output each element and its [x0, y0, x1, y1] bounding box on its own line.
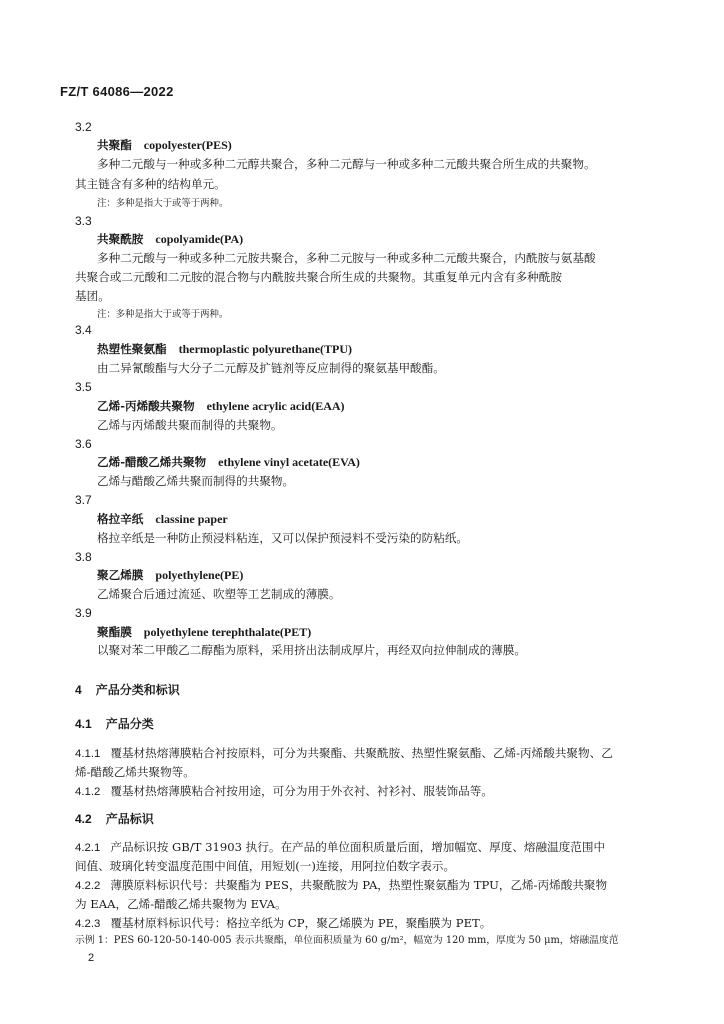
term-definition: 多种二元酸与一种或多种二元醇共聚合，多种二元醇与一种或多种二元酸共聚合所生成的共聚物。 — [97, 157, 596, 171]
clause-number: 4.2.1 — [75, 842, 101, 854]
term-chinese: 格拉辛纸 — [97, 512, 144, 526]
term-heading — [97, 231, 243, 247]
term-definition: 以聚对苯二甲酸乙二醇酯为原料，采用挤出法制成厚片，再经双向拉伸制成的薄膜。 — [97, 643, 526, 657]
section-title: 产品分类和标识 — [95, 683, 180, 697]
term-heading — [97, 624, 311, 640]
term-definition: 格拉辛纸是一种防止预浸料粘连，又可以保护预浸料不受污染的防粘纸。 — [97, 531, 469, 545]
term-heading — [97, 567, 243, 583]
term-number: 3.2 — [75, 120, 92, 134]
term-english: classine paper — [155, 512, 228, 526]
subsection-number: 4.1 — [75, 717, 92, 731]
clause-number: 4.1.1 — [75, 748, 101, 760]
section-heading — [75, 682, 180, 698]
clause-text: 4.2.3 覆基材原料标识代号：格拉辛纸为 CP，聚乙烯膜为 PE，聚酯膜为 PET。 — [75, 916, 492, 930]
term-definition: 由二异氰酸酯与大分子二元醇及扩链剂等反应制得的聚氨基甲酸酯。 — [97, 361, 445, 375]
clause-number: 4.2.2 — [75, 880, 101, 892]
clause-text: 4.2.1 产品标识按 GB/T 31903 执行。在产品的单位面积质量后面，增加幅宽、厚度、熔融温度范围中 — [75, 840, 606, 854]
term-heading — [97, 454, 360, 470]
term-heading — [97, 398, 345, 414]
term-definition: 乙烯聚合后通过流延、吹塑等工艺制成的薄膜。 — [97, 587, 341, 601]
term-note: 注：多种是指大于或等于两种。 — [97, 309, 229, 320]
clause-text: 4.1.2 覆基材热熔薄膜粘合衬按用途，可分为用于外衣衬、衬衫衬、服装饰品等。 — [75, 784, 493, 798]
subsection-heading — [75, 716, 154, 732]
clause-text: 4.2.2 薄膜原料标识代号：共聚酯为 PES，共聚酰胺为 PA，热塑性聚氨酯为 TPU，乙烯-丙烯酸共聚物 — [75, 878, 608, 892]
subsection-title: 产品分类 — [105, 717, 154, 731]
term-chinese: 共聚酰胺 — [97, 232, 144, 246]
term-number: 3.9 — [75, 606, 92, 620]
term-heading — [97, 341, 352, 357]
term-heading — [97, 511, 228, 527]
term-english: polyethylene terephthalate(PET) — [143, 625, 312, 639]
term-english: copolyamide(PA) — [155, 232, 244, 246]
clause-text: 4.1.1 覆基材热熔薄膜粘合衬按原料，可分为共聚酯、共聚酰胺、热塑性聚氨酯、乙烯-丙烯酸共聚物、乙 — [75, 746, 613, 760]
term-definition: 共聚合或二元酸和二元胺的混合物与内酰胺共聚合所生成的共聚物。其重复单元内含有多种酰胺 — [75, 270, 562, 284]
subsection-heading — [75, 811, 154, 827]
term-definition: 乙烯与醋酸乙烯共聚而制得的共聚物。 — [97, 474, 295, 488]
clause-number: 4.1.2 — [75, 786, 101, 798]
term-chinese: 乙烯-醋酸乙烯共聚物 — [97, 455, 207, 469]
term-definition: 基团。 — [75, 289, 110, 303]
term-chinese: 聚乙烯膜 — [97, 568, 144, 582]
term-number: 3.6 — [75, 437, 92, 451]
example-text: 示例 1：PES 60-120-50-140-005 表示共聚酯，单位面积质量为 60 g/m²，幅宽为 120 mm，厚度为 50 μm，熔融温度范 — [75, 935, 619, 946]
term-definition: 多种二元酸与一种或多种二元胺共聚合，多种二元胺与一种或多种二元酸共聚合，内酰胺与氨基酸 — [97, 251, 596, 265]
term-number: 3.7 — [75, 493, 92, 507]
term-english: copolyester(PES) — [143, 138, 232, 152]
term-definition: 乙烯与丙烯酸共聚而制得的共聚物。 — [97, 418, 283, 432]
term-definition: 其主链含有多种的结构单元。 — [75, 177, 226, 191]
term-heading — [97, 137, 232, 153]
term-chinese: 共聚酯 — [97, 138, 132, 152]
subsection-title: 产品标识 — [105, 812, 154, 826]
term-english: ethylene acrylic acid(EAA) — [206, 399, 345, 413]
standard-code: FZ/T 64086—2022 — [60, 84, 174, 99]
page-number: 2 — [88, 952, 95, 964]
term-chinese: 热塑性聚氨酯 — [97, 342, 167, 356]
section-number: 4 — [75, 683, 82, 697]
term-number: 3.5 — [75, 380, 92, 394]
term-number: 3.8 — [75, 550, 92, 564]
term-chinese: 聚酯膜 — [97, 625, 132, 639]
term-note: 注：多种是指大于或等于两种。 — [97, 198, 229, 209]
clause-text: 间值、玻璃化转变温度范围中间值，用短划(一)连接，用阿拉伯数字表示。 — [75, 859, 456, 873]
term-english: thermoplastic polyurethane(TPU) — [178, 342, 353, 356]
subsection-number: 4.2 — [75, 812, 92, 826]
term-number: 3.4 — [75, 323, 92, 337]
term-number: 3.3 — [75, 214, 92, 228]
term-chinese: 乙烯-丙烯酸共聚物 — [97, 399, 195, 413]
clause-number: 4.2.3 — [75, 918, 101, 930]
term-english: ethylene vinyl acetate(EVA) — [218, 455, 360, 469]
term-english: polyethylene(PE) — [155, 568, 244, 582]
clause-text: 为 EAA，乙烯-醋酸乙烯共聚物为 EVA。 — [75, 897, 287, 911]
clause-text: 烯-醋酸乙烯共聚物等。 — [75, 765, 195, 779]
